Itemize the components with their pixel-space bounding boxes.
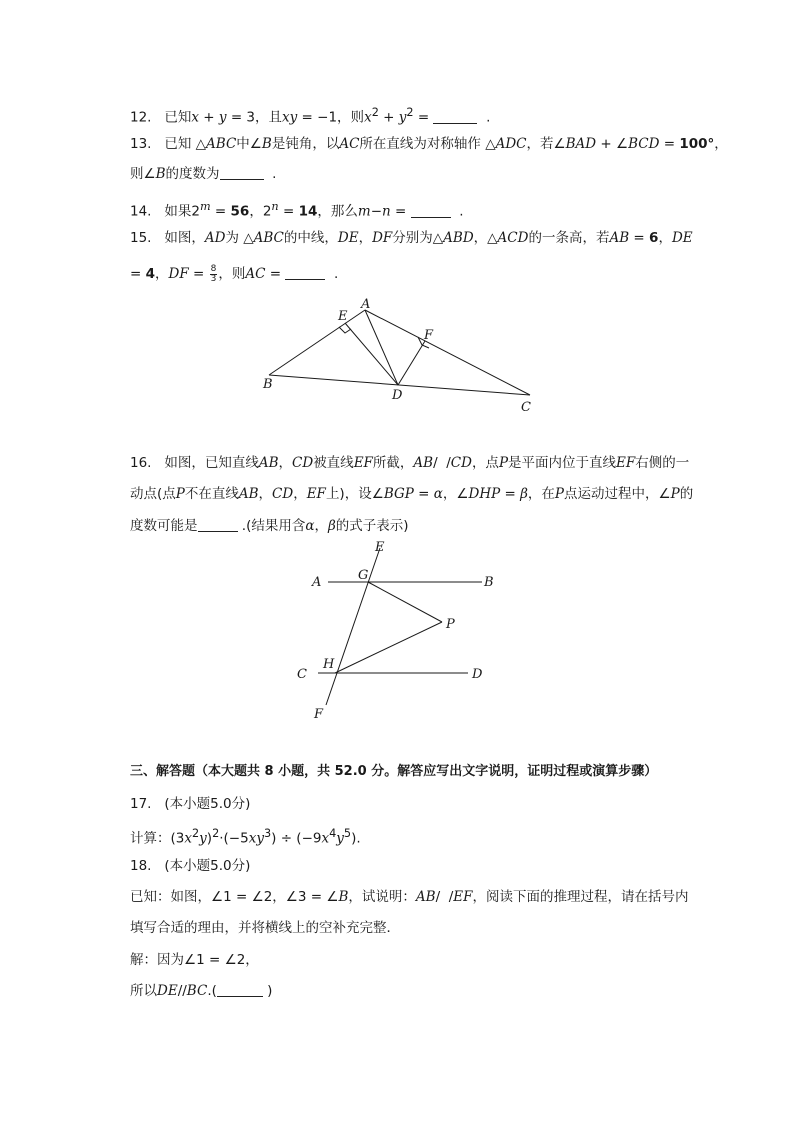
label-A: A xyxy=(312,575,322,590)
question-18-line-4: 所以DE//BC.( ) xyxy=(130,983,273,999)
question-13-line-1: 13. 已知 △ABC中∠B是钝角，以AC所在直线为对称轴作 △ADC，若∠BAD + ∠BCD = 100°， xyxy=(130,136,728,152)
segment-ac xyxy=(365,310,530,395)
question-18-header xyxy=(130,856,250,876)
label-B: B xyxy=(263,377,273,392)
figure-parallel-lines xyxy=(290,538,510,723)
label-C: C xyxy=(521,400,531,415)
question-17-header xyxy=(130,794,250,814)
question-number: 13. xyxy=(130,136,152,152)
question-15-line-1: 15. 如图，AD为 △ABC的中线，DE，DF分别为△ABD，△ACD的一条高，若AB = 6，DE xyxy=(130,230,693,246)
question-18-line-1: 已知：如图，∠1 = ∠2，∠3 = ∠B，试说明：AB/ /EF，阅读下面的推理过程，请在括号内 xyxy=(130,889,689,905)
question-13-line-2: 则∠B的度数为 . xyxy=(130,166,277,182)
question-16-line-2: 动点(点P不在直线AB，CD，EF上)，设∠BGP = α，∠DHP = β，在P点运动过程中，∠P的 xyxy=(130,486,694,502)
line-ef xyxy=(326,548,380,705)
score-note: (本小题5.0分) xyxy=(164,858,251,874)
question-16-line-3: 度数可能是 .(结果用含α，β的式子表示) xyxy=(130,518,409,534)
label-G: G xyxy=(358,568,369,583)
segment-ad xyxy=(365,310,398,385)
fraction-eight-thirds: $\frac{8}{3}$ xyxy=(210,263,217,284)
segment-de xyxy=(345,323,398,385)
label-P: P xyxy=(446,617,455,632)
label-D: D xyxy=(472,667,483,682)
label-F: F xyxy=(314,707,324,722)
label-A: A xyxy=(361,297,371,312)
question-12: 12. 已知x + y = 3，且xy = −1，则$x^2 + y^2$ = . xyxy=(130,106,491,126)
segment-gp xyxy=(368,582,442,622)
question-16-line-1: 16. 如图，已知直线AB，CD被直线EF所截，AB/ /CD，点P是平面内位于直线EF右侧的一 xyxy=(130,455,690,471)
question-18-line-3: 解：因为∠1 = ∠2， xyxy=(130,952,259,968)
segment-df xyxy=(398,341,425,385)
score-note: (本小题5.0分) xyxy=(164,796,251,812)
label-C: C xyxy=(297,667,307,682)
label-F: F xyxy=(424,328,434,343)
question-17-text: 计算：$(3x^2y)^2\cdot(-5xy^3) \div (-9x^4y^5)$. xyxy=(130,827,361,847)
segment-hp xyxy=(335,622,442,673)
label-H: H xyxy=(323,657,335,672)
question-15-line-2: = 4，DF = $\frac{8}{3}$ ，则AC = . xyxy=(130,263,339,284)
question-14: 14. 如果$2^m = 56$，$2^n = 14$，那么m−n = . xyxy=(130,200,464,220)
label-E: E xyxy=(338,309,348,324)
question-18-line-2: 填写合适的理由，并将横线上的空补充完整． xyxy=(130,920,400,936)
question-number: 16. xyxy=(130,455,152,471)
figure-triangle-abc xyxy=(255,295,545,415)
question-number: 15. xyxy=(130,230,152,246)
question-number: 18. xyxy=(130,858,152,874)
question-number: 17. xyxy=(130,796,152,812)
label-D: D xyxy=(392,388,403,403)
segment-ba xyxy=(269,310,365,375)
section-title: 三、解答题（本大题共 8 小题，共 52.0 分。解答应写出文字说明，证明过程或演算步骤） xyxy=(130,764,658,779)
label-E: E xyxy=(375,540,385,555)
question-number: 14. xyxy=(130,203,152,220)
label-B: B xyxy=(484,575,494,590)
question-number: 12. xyxy=(130,109,152,126)
